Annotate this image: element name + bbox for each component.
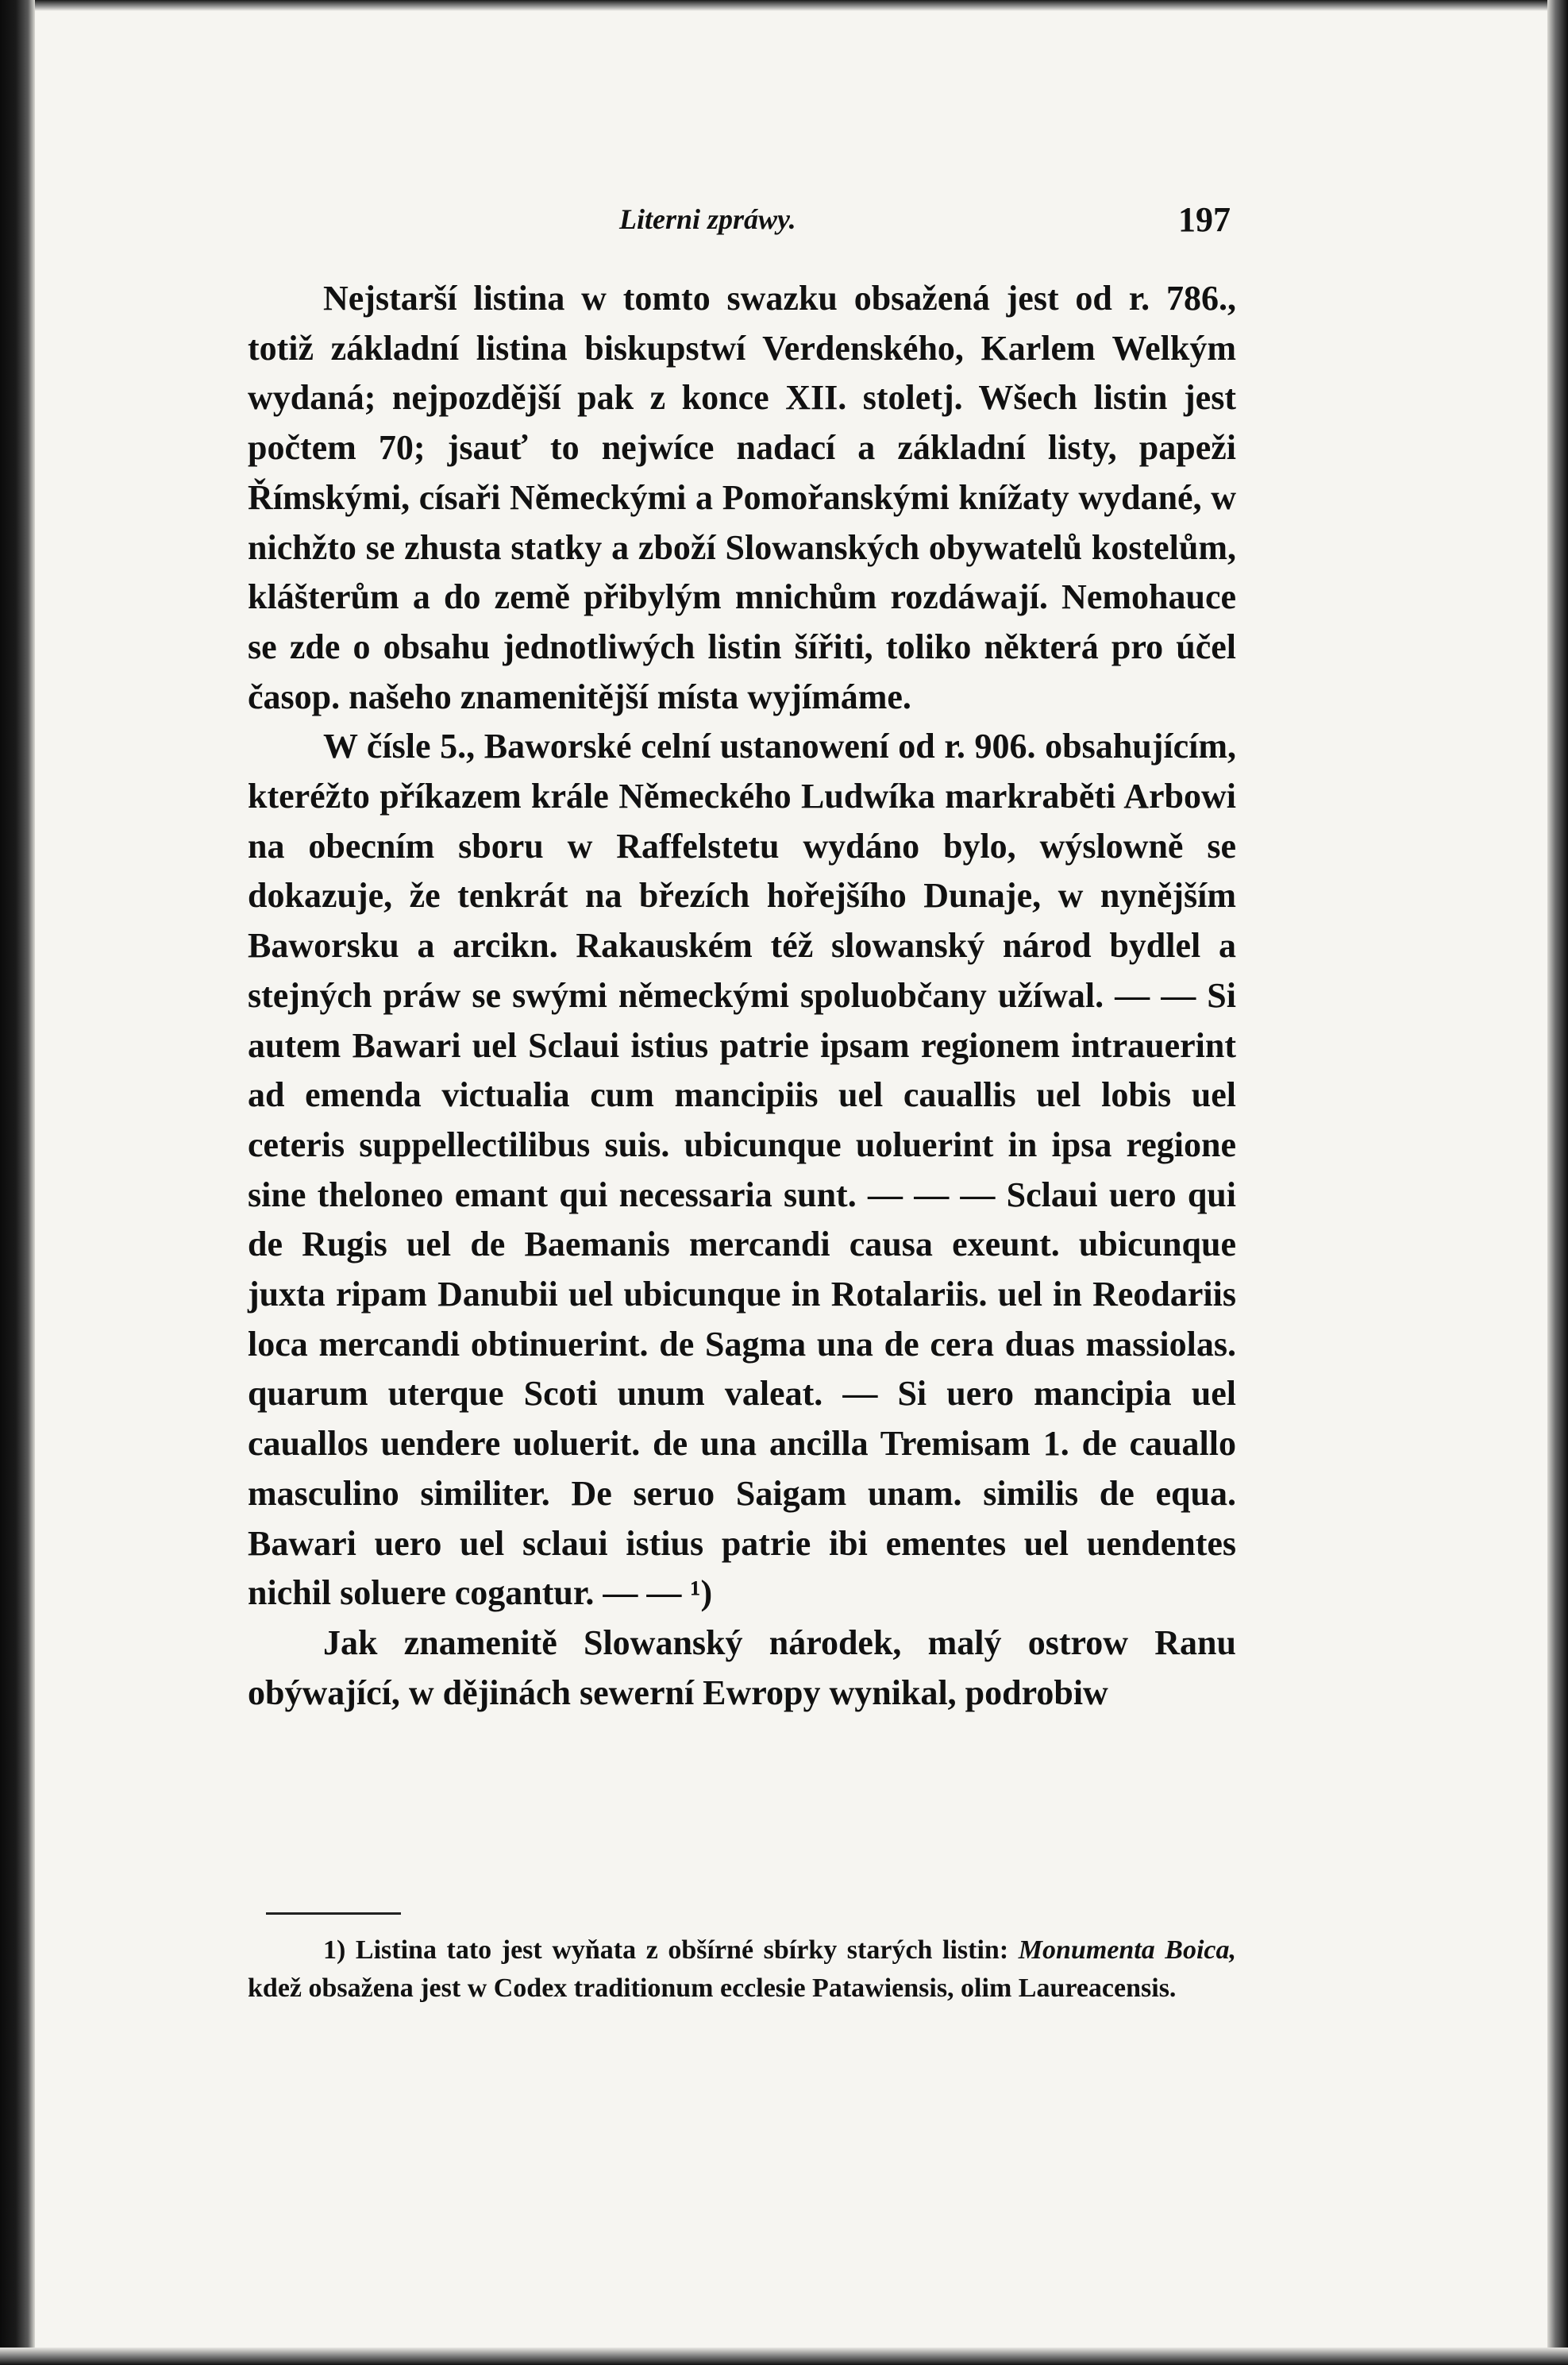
footnote <box>248 1931 1236 2008</box>
footnote-marker: 1) <box>323 1935 346 1965</box>
scan-edge-top <box>0 0 1568 11</box>
page-number: 197 <box>1178 200 1231 239</box>
footnote-divider <box>266 1912 401 1915</box>
footnote-text-before: Listina tato jest wyňata z obšírné sbírky starých listin: <box>355 1935 1009 1965</box>
body-text <box>248 274 1236 1718</box>
page-header <box>246 200 1239 250</box>
paragraph-1: Nejstarší listina w tomto swazku obsažená jest od r. 786., totiž základní listina biskupstwí Verdenského, Karlem Welkým wydaná; nejpozdější pak z konce XII. stoletj. Wšech listin jest počtem 70; jsauť to nejwíce nadací a základní listy, papeži Římskými, císaři Německými a Pomořanskými knížaty wydané, w nichžto se zhusta statky a zboží Slowanských obywatelů kostelům, klášterům a do země přibylým mnichům rozdáwají. Nemohauce se zde o obsahu jednotliwých listin šířiti, toliko některá pro účel časop. našeho znamenitější místa wyjímáme. <box>248 279 1236 716</box>
footnote-italic-title: Monumenta Boica, <box>1018 1935 1237 1965</box>
running-title: Literni zpráwy. <box>619 203 796 235</box>
footnote-text-after: kdež obsažena jest w Codex traditionum ecclesie Patawiensis, olim Laureacensis. <box>248 1973 1177 2003</box>
scan-edge-bottom <box>0 2348 1568 2365</box>
scan-edge-left <box>0 0 35 2365</box>
paragraph-3: Jak znamenitě Slowanský národek, malý ostrow Ranu obýwající, w dějinách sewerní Ewropy wynikal, podrobiw <box>248 1622 1236 1712</box>
paragraph-2: W čísle 5., Baworské celní ustanowení od r. 906. obsahujícím, kteréžto příkazem krále Německého Ludwíka markraběti Arbowi na obecním sboru w Raffelstetu wydáno bylo, wýslowně se dokazuje, že tenkrát na březích hořejšího Dunaje, w nynějším Baworsku a arcikn. Rakauském též slowanský národ bydlel a stejných práw se swými německými spoluobčany užíwal. — — Si autem Bawari uel Sclaui istius patrie ipsam regionem intrauerint ad emenda victualia cum mancipiis uel cauallis uel lobis uel ceteris suppellectilibus suis. ubicunque uoluerint in ipsa regione sine theloneo emant qui necessaria sunt. — — — Sclaui uero qui de Rugis uel de Baemanis mercandi causa exeunt. ubicunque juxta ripam Danubii uel ubicunque in Rotalariis. uel in Reodariis loca mercandi obtinuerint. de Sagma una de cera duas massiolas. quarum uterque Scoti unum valeat. — Si uero mancipia uel cauallos uendere uoluerit. de una ancilla Tremisam 1. de cauallo masculino similiter. De seruo Saigam unam. similis de equa. Bawari uero uel sclaui istius patrie ibi ementes uel uendentes nichil soluere cogantur. — — ¹) <box>248 727 1236 1613</box>
scan-edge-right <box>1547 0 1568 2365</box>
